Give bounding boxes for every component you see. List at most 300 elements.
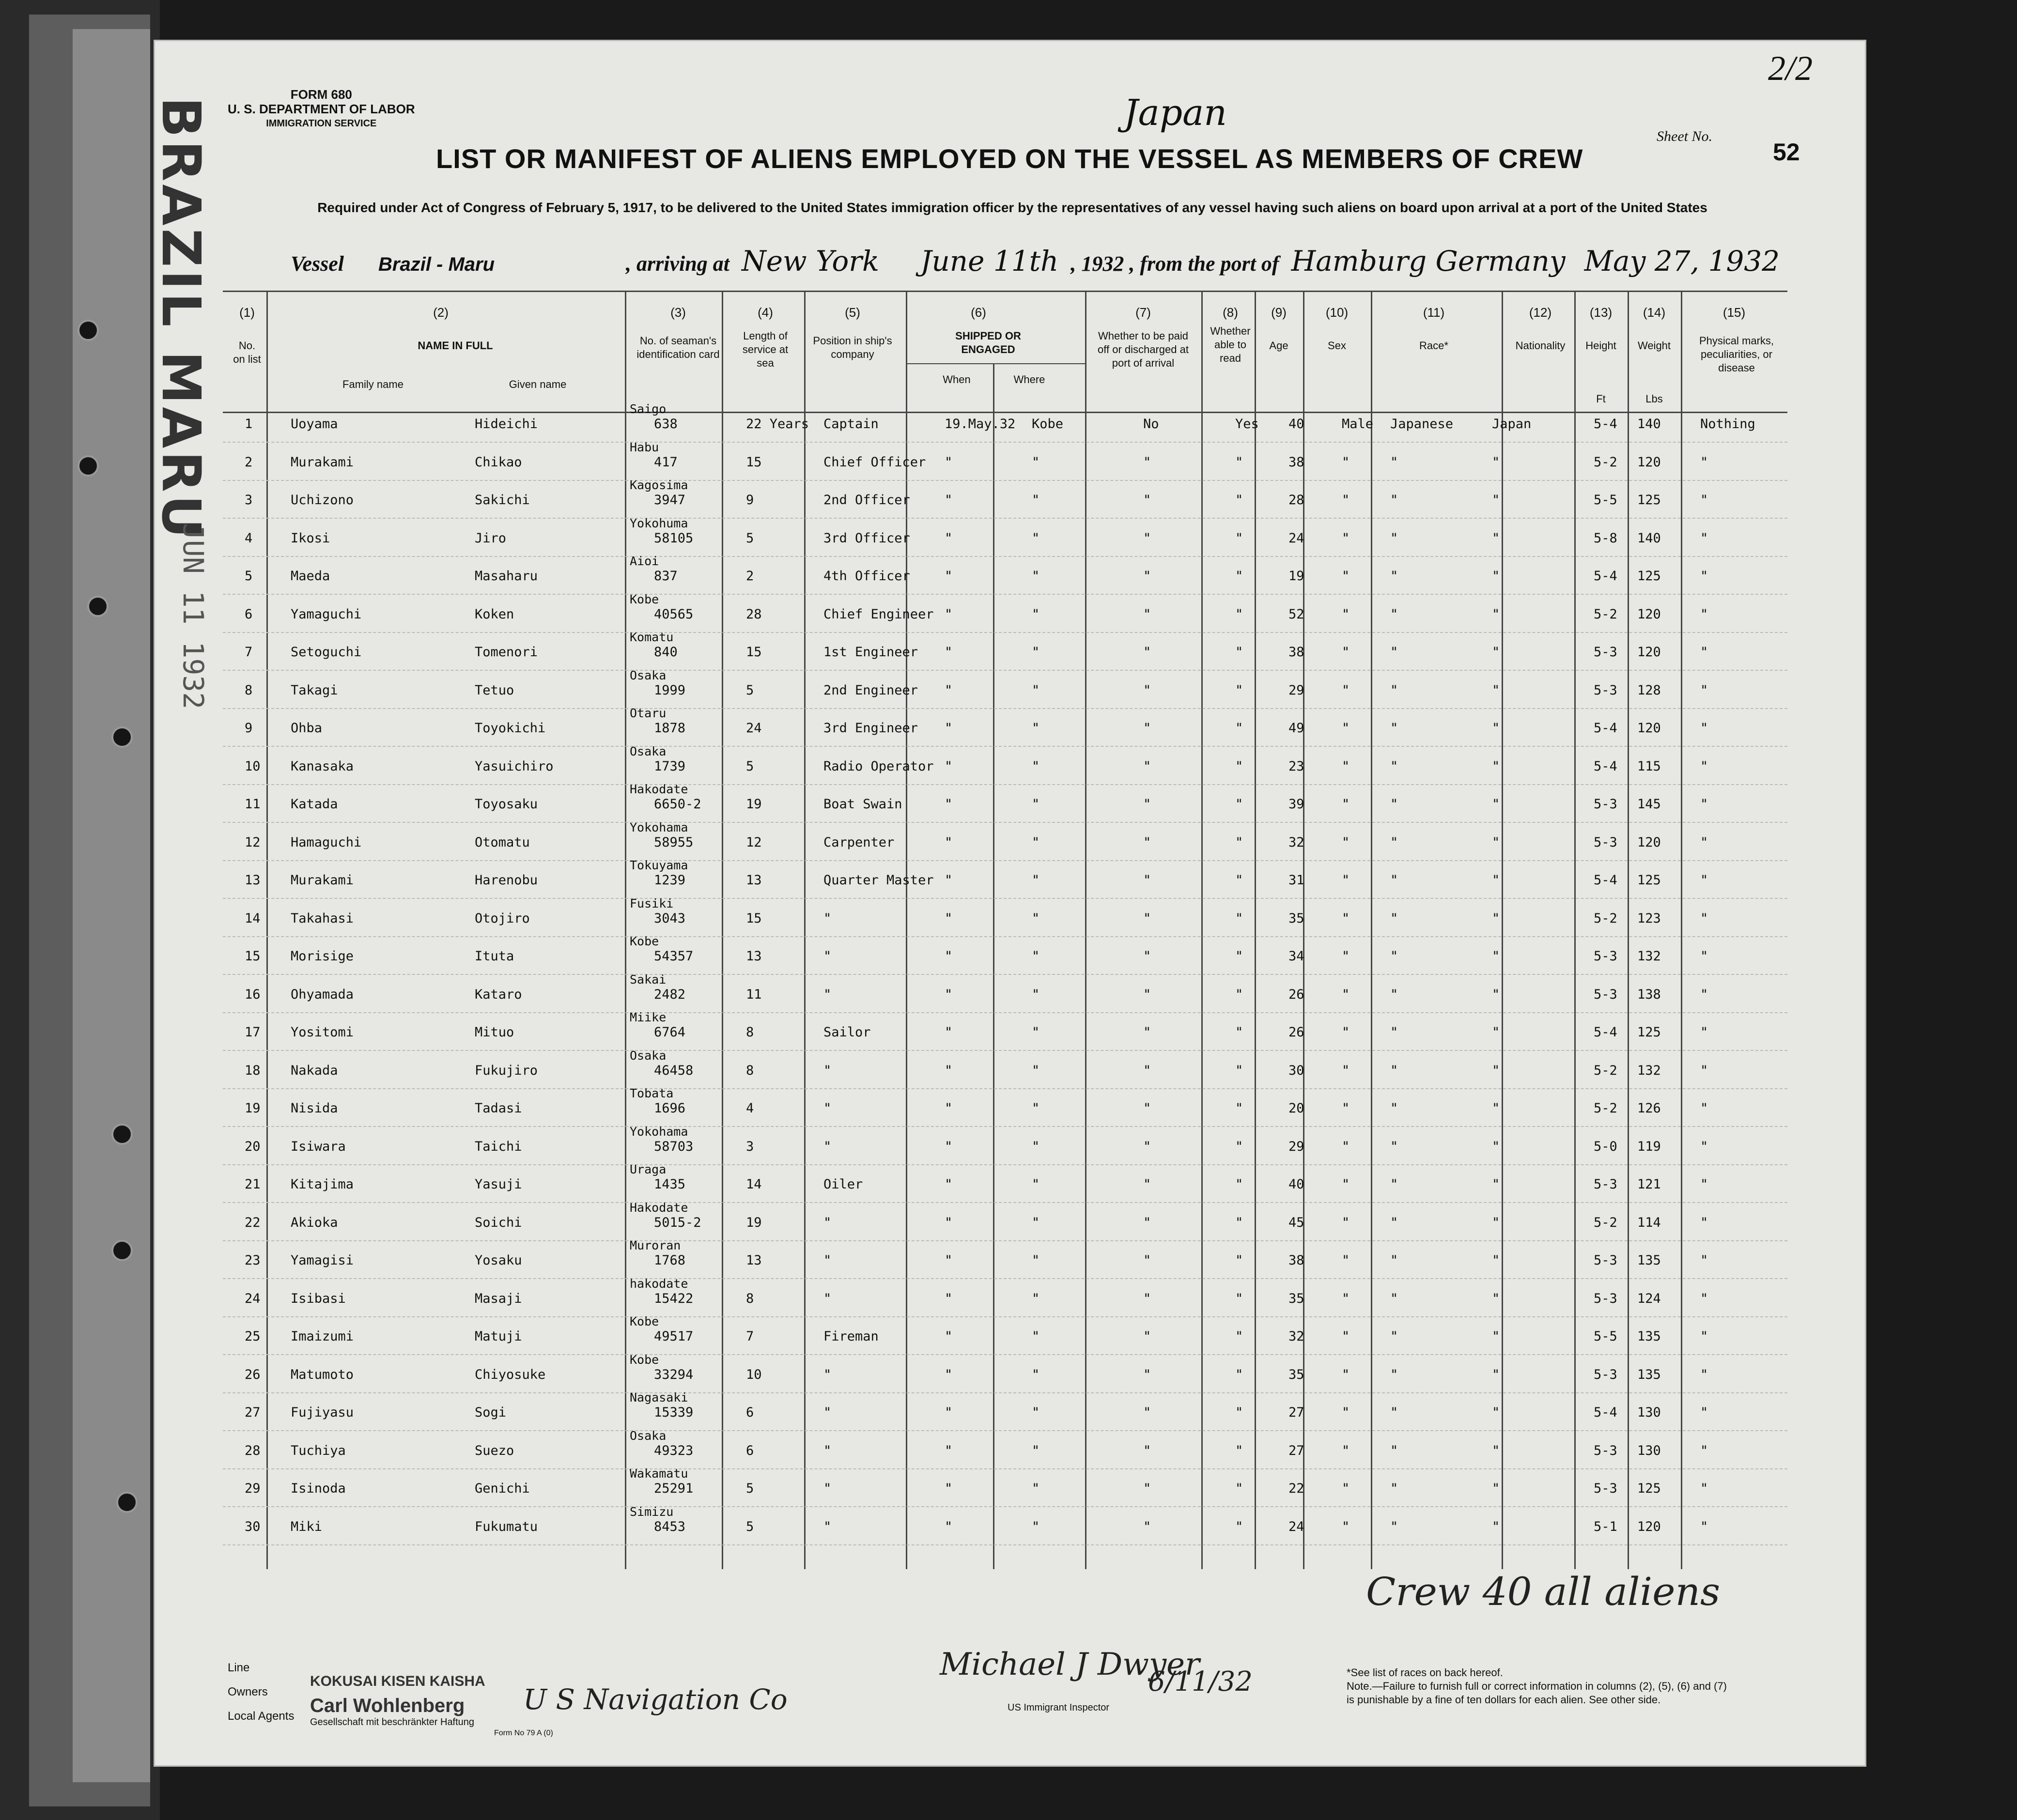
owners-label: Owners — [228, 1685, 268, 1698]
race: " — [1390, 1139, 1398, 1154]
card-port: Osaka — [630, 668, 667, 682]
height: 5-0 — [1594, 1139, 1617, 1154]
physical-marks: " — [1700, 721, 1708, 736]
family-name: Kitajima — [291, 1177, 354, 1192]
nationality: " — [1492, 1329, 1500, 1344]
paid-off: " — [1143, 1139, 1151, 1154]
nationality: " — [1492, 1177, 1500, 1192]
row-rule — [223, 1354, 1787, 1356]
row-number: 4 — [245, 530, 253, 546]
family-name: Imaizumi — [291, 1329, 354, 1344]
shipped-where: " — [1032, 1443, 1040, 1458]
service-length: 12 — [746, 834, 762, 850]
shipped-when: " — [945, 1443, 953, 1458]
able-to-read: " — [1235, 1481, 1243, 1496]
service-length: 11 — [746, 987, 762, 1002]
row-rule — [223, 632, 1787, 634]
age: 35 — [1288, 910, 1304, 926]
shipped-where: " — [1032, 454, 1040, 470]
col9-head: Age — [1269, 339, 1288, 352]
age: 20 — [1288, 1101, 1304, 1116]
able-to-read: " — [1235, 873, 1243, 888]
shipped-when: " — [945, 1253, 953, 1268]
physical-marks: " — [1700, 1519, 1708, 1534]
age: 19 — [1288, 569, 1304, 584]
paid-off: " — [1143, 1025, 1151, 1040]
able-to-read: " — [1235, 721, 1243, 736]
weight: 126 — [1637, 1101, 1661, 1116]
age: 22 — [1288, 1481, 1304, 1496]
binder-hole — [87, 596, 109, 617]
row-rule — [223, 480, 1787, 482]
nationality: " — [1492, 721, 1500, 736]
given-name: Tadasi — [475, 1101, 522, 1116]
agent-stamp: Carl Wohlenberg — [310, 1695, 465, 1716]
paid-off: " — [1143, 530, 1151, 546]
col-rule — [266, 291, 268, 1569]
paid-off: " — [1143, 834, 1151, 850]
shipped-when: " — [945, 1367, 953, 1382]
race: " — [1390, 910, 1398, 926]
row-number: 8 — [245, 682, 253, 698]
family-name: Miki — [291, 1519, 323, 1534]
age: 24 — [1288, 530, 1304, 546]
row-rule — [223, 1278, 1787, 1280]
paid-off: " — [1143, 1291, 1151, 1306]
race: " — [1390, 758, 1398, 774]
family-name: Isibasi — [291, 1291, 346, 1306]
form-number: FORM 680 — [290, 87, 352, 102]
able-to-read: " — [1235, 1215, 1243, 1230]
position: Fireman — [823, 1329, 879, 1344]
card-number: 33294 — [654, 1367, 694, 1382]
nationality: " — [1492, 758, 1500, 774]
physical-marks: " — [1700, 530, 1708, 546]
race: " — [1390, 1025, 1398, 1040]
shipped-when: " — [945, 454, 953, 470]
card-number: 49517 — [654, 1329, 694, 1344]
row-rule — [223, 936, 1787, 938]
age: 52 — [1288, 606, 1304, 622]
card-number: 49323 — [654, 1443, 694, 1458]
card-number: 6764 — [654, 1025, 686, 1040]
row-number: 14 — [245, 910, 261, 926]
weight: 125 — [1637, 1481, 1661, 1496]
col2-num: (2) — [433, 305, 449, 320]
paid-off: " — [1143, 1405, 1151, 1420]
able-to-read: " — [1235, 1519, 1243, 1534]
weight: 120 — [1637, 645, 1661, 660]
position: Carpenter — [823, 834, 895, 850]
shipped-when: " — [945, 987, 953, 1002]
race: " — [1390, 530, 1398, 546]
col-rule — [1574, 291, 1576, 1569]
paid-off: " — [1143, 949, 1151, 964]
position: " — [823, 1443, 832, 1458]
shipped-when: " — [945, 1481, 953, 1496]
binder-hole — [78, 320, 99, 341]
shipped-where: " — [1032, 1519, 1040, 1534]
physical-marks: " — [1700, 1253, 1708, 1268]
shipped-where: " — [1032, 569, 1040, 584]
height: 5-3 — [1594, 949, 1617, 964]
sheet-label: Sheet No. — [1657, 128, 1712, 144]
given-name: Hideichi — [475, 416, 538, 432]
card-number: 58955 — [654, 834, 694, 850]
weight: 125 — [1637, 493, 1661, 508]
family-name: Katada — [291, 797, 338, 812]
physical-marks: " — [1700, 1481, 1708, 1496]
height: 5-2 — [1594, 1215, 1617, 1230]
paid-off: " — [1143, 987, 1151, 1002]
col13-head: Height — [1585, 339, 1616, 352]
able-to-read: " — [1235, 1405, 1243, 1420]
able-to-read: " — [1235, 797, 1243, 812]
card-number: 6650-2 — [654, 797, 701, 812]
given-name: Yasuichiro — [475, 758, 554, 774]
row-number: 1 — [245, 416, 253, 432]
age: 35 — [1288, 1367, 1304, 1382]
given-name: Jiro — [475, 530, 507, 546]
col10-head: Sex — [1328, 339, 1346, 352]
col6-head: SHIPPED OR ENGAGED — [955, 330, 1021, 355]
card-number: 837 — [654, 569, 678, 584]
row-rule — [223, 1392, 1787, 1394]
paid-off: " — [1143, 1443, 1151, 1458]
paid-off: " — [1143, 758, 1151, 774]
col4-num: (4) — [758, 305, 773, 320]
row-number: 18 — [245, 1063, 261, 1078]
race: " — [1390, 797, 1398, 812]
card-number: 58105 — [654, 530, 694, 546]
card-port: Hakodate — [630, 782, 688, 796]
physical-marks: " — [1700, 987, 1708, 1002]
card-port: Kobe — [630, 1352, 659, 1367]
family-name: Morisige — [291, 949, 354, 964]
age: 27 — [1288, 1443, 1304, 1458]
binder-hole — [78, 455, 99, 477]
card-port: Saigo — [630, 402, 667, 416]
col-rule — [625, 291, 626, 1569]
nationality: " — [1492, 1367, 1500, 1382]
weight: 120 — [1637, 1519, 1661, 1534]
row-number: 6 — [245, 606, 253, 622]
able-to-read: " — [1235, 1177, 1243, 1192]
shipped-when: " — [945, 645, 953, 660]
age: 32 — [1288, 1329, 1304, 1344]
race: " — [1390, 1101, 1398, 1116]
shipped-when: " — [945, 569, 953, 584]
sex: " — [1342, 1063, 1350, 1078]
family-name: Nisida — [291, 1101, 338, 1116]
given-name: Yosaku — [475, 1253, 522, 1268]
nationality: " — [1492, 873, 1500, 888]
given-name: Mituo — [475, 1025, 514, 1040]
service-length: 5 — [746, 1519, 754, 1534]
age: 24 — [1288, 1519, 1304, 1534]
row-rule — [223, 442, 1787, 444]
col-rule — [722, 291, 723, 1569]
nationality: " — [1492, 1101, 1500, 1116]
nationality: " — [1492, 606, 1500, 622]
shipped-when: " — [945, 1519, 953, 1534]
service-length: 15 — [746, 645, 762, 660]
position: Chief Officer — [823, 454, 926, 470]
physical-marks: " — [1700, 569, 1708, 584]
crew-note: Crew 40 all aliens — [1366, 1569, 1721, 1614]
paid-off: " — [1143, 1329, 1151, 1344]
paid-off: " — [1143, 682, 1151, 698]
row-rule — [223, 518, 1787, 520]
inspector-date: 6/11/32 — [1148, 1666, 1253, 1697]
shipped-when: " — [945, 530, 953, 546]
shipped-when: " — [945, 1215, 953, 1230]
able-to-read: " — [1235, 1139, 1243, 1154]
card-port: Yokohama — [630, 820, 688, 834]
sex: " — [1342, 1481, 1350, 1496]
height: 5-4 — [1594, 873, 1617, 888]
shipped-where: " — [1032, 493, 1040, 508]
given-name: Tomenori — [475, 645, 538, 660]
family-name: Isinoda — [291, 1481, 346, 1496]
row-number: 28 — [245, 1443, 261, 1458]
physical-marks: " — [1700, 493, 1708, 508]
row-rule — [223, 1202, 1787, 1204]
family-name: Ohyamada — [291, 987, 354, 1002]
family-name: Murakami — [291, 873, 354, 888]
inspector-title: US Immigrant Inspector — [1008, 1702, 1110, 1713]
physical-marks: " — [1700, 1139, 1708, 1154]
shipped-when: " — [945, 1025, 953, 1040]
shipped-when: " — [945, 1063, 953, 1078]
row-rule — [223, 746, 1787, 748]
table-top-rule — [223, 291, 1787, 292]
weight: 121 — [1637, 1177, 1661, 1192]
row-number: 30 — [245, 1519, 261, 1534]
able-to-read: " — [1235, 1101, 1243, 1116]
sex: " — [1342, 1443, 1350, 1458]
card-number: 58703 — [654, 1139, 694, 1154]
age: 38 — [1288, 1253, 1304, 1268]
paid-off: " — [1143, 1063, 1151, 1078]
sex: " — [1342, 1101, 1350, 1116]
nationality: " — [1492, 493, 1500, 508]
sex: " — [1342, 1405, 1350, 1420]
col6-when: When — [943, 373, 971, 386]
card-number: 3947 — [654, 493, 686, 508]
card-number: 1739 — [654, 758, 686, 774]
sheet-handwritten: 2/2 — [1768, 49, 1813, 88]
col3-head: No. of seaman's identification card — [636, 335, 720, 360]
service-length: 13 — [746, 949, 762, 964]
sex: " — [1342, 645, 1350, 660]
row-rule — [223, 1316, 1787, 1318]
sex: " — [1342, 1139, 1350, 1154]
col15-num: (15) — [1722, 305, 1746, 320]
nationality: " — [1492, 454, 1500, 470]
col5-head: Position in ship's company — [813, 335, 892, 360]
paid-off: " — [1143, 454, 1151, 470]
nationality: Japan — [1492, 416, 1532, 432]
height: 5-3 — [1594, 1443, 1617, 1458]
nationality: " — [1492, 569, 1500, 584]
shipped-where: " — [1032, 797, 1040, 812]
weight: 128 — [1637, 682, 1661, 698]
card-port: Uraga — [630, 1162, 667, 1176]
weight: 120 — [1637, 834, 1661, 850]
given-name: Tetuo — [475, 682, 514, 698]
position: " — [823, 1253, 832, 1268]
shipped-where: " — [1032, 987, 1040, 1002]
nationality: " — [1492, 645, 1500, 660]
age: 45 — [1288, 1215, 1304, 1230]
row-number: 22 — [245, 1215, 261, 1230]
age: 39 — [1288, 797, 1304, 812]
shipped-when: " — [945, 493, 953, 508]
physical-marks: " — [1700, 606, 1708, 622]
age: 38 — [1288, 454, 1304, 470]
service-length: 14 — [746, 1177, 762, 1192]
row-number: 12 — [245, 834, 261, 850]
weight: 119 — [1637, 1139, 1661, 1154]
position: 4th Officer — [823, 569, 910, 584]
card-port: Tobata — [630, 1086, 674, 1100]
service-length: 15 — [746, 454, 762, 470]
able-to-read: " — [1235, 910, 1243, 926]
able-to-read: " — [1235, 1329, 1243, 1344]
given-name: Suezo — [475, 1443, 514, 1458]
nationality: " — [1492, 1443, 1500, 1458]
race: Japanese — [1390, 416, 1454, 432]
physical-marks: " — [1700, 1101, 1708, 1116]
given-name: Ituta — [475, 949, 514, 964]
given-name: Otojiro — [475, 910, 530, 926]
race: " — [1390, 569, 1398, 584]
nationality: " — [1492, 987, 1500, 1002]
physical-marks: Nothing — [1700, 416, 1755, 432]
sex: " — [1342, 1519, 1350, 1534]
weight: 145 — [1637, 797, 1661, 812]
shipped-when: " — [945, 1101, 953, 1116]
row-rule — [223, 708, 1787, 710]
sex: " — [1342, 987, 1350, 1002]
height: 5-4 — [1594, 416, 1617, 432]
card-number: 1768 — [654, 1253, 686, 1268]
shipped-when: " — [945, 721, 953, 736]
position: Boat Swain — [823, 797, 902, 812]
row-rule — [223, 1468, 1787, 1470]
col8-head: Whether able to read — [1210, 325, 1251, 364]
shipped-where: " — [1032, 758, 1040, 774]
position: " — [823, 987, 832, 1002]
family-name: Uoyama — [291, 416, 338, 432]
col-rule — [1085, 291, 1086, 1569]
position: " — [823, 1063, 832, 1078]
nationality: " — [1492, 1519, 1500, 1534]
side-stamp-vessel: BRAZIL MARU — [150, 97, 212, 541]
row-number: 29 — [245, 1481, 261, 1496]
physical-marks: " — [1700, 682, 1708, 698]
paid-off: " — [1143, 1481, 1151, 1496]
nationality: " — [1492, 910, 1500, 926]
shipped-when: " — [945, 949, 953, 964]
given-name: Fukujiro — [475, 1063, 538, 1078]
col-rule — [1628, 291, 1629, 1569]
card-port: Muroran — [630, 1238, 681, 1252]
height: 5-8 — [1594, 530, 1617, 546]
race: " — [1390, 1481, 1398, 1496]
row-number: 26 — [245, 1367, 261, 1382]
row-number: 23 — [245, 1253, 261, 1268]
able-to-read: " — [1235, 1291, 1243, 1306]
card-number: 25291 — [654, 1481, 694, 1496]
height: 5-2 — [1594, 454, 1617, 470]
shipped-when: " — [945, 758, 953, 774]
weight: 114 — [1637, 1215, 1661, 1230]
height: 5-2 — [1594, 1063, 1617, 1078]
sex: Male — [1342, 416, 1374, 432]
sex: " — [1342, 606, 1350, 622]
card-port: Otaru — [630, 706, 667, 720]
age: 40 — [1288, 1177, 1304, 1192]
family-name: Isiwara — [291, 1139, 346, 1154]
physical-marks: " — [1700, 1367, 1708, 1382]
able-to-read: " — [1235, 1443, 1243, 1458]
service-length: 6 — [746, 1405, 754, 1420]
card-port: Aioi — [630, 554, 659, 568]
row-rule — [223, 1506, 1787, 1508]
service-length: 28 — [746, 606, 762, 622]
service-length: 9 — [746, 493, 754, 508]
sex: " — [1342, 682, 1350, 698]
shipped-subrule — [906, 363, 1085, 364]
physical-marks: " — [1700, 1329, 1708, 1344]
service: IMMIGRATION SERVICE — [266, 118, 377, 129]
able-to-read: " — [1235, 987, 1243, 1002]
given-name: Koken — [475, 606, 514, 622]
weight: 135 — [1637, 1329, 1661, 1344]
able-to-read: " — [1235, 834, 1243, 850]
position: 2nd Engineer — [823, 682, 918, 698]
physical-marks: " — [1700, 758, 1708, 774]
shipped-when: " — [945, 1329, 953, 1344]
weight: 132 — [1637, 949, 1661, 964]
position: 3rd Officer — [823, 530, 910, 546]
row-number: 21 — [245, 1177, 261, 1192]
family-name: Kanasaka — [291, 758, 354, 774]
row-number: 3 — [245, 493, 253, 508]
service-length: 10 — [746, 1367, 762, 1382]
height: 5-4 — [1594, 569, 1617, 584]
paid-off: " — [1143, 569, 1151, 584]
shipped-where: " — [1032, 1025, 1040, 1040]
sex: " — [1342, 721, 1350, 736]
row-number: 27 — [245, 1405, 261, 1420]
arriving-label: , arriving at — [626, 252, 729, 276]
able-to-read: " — [1235, 682, 1243, 698]
card-port: Yokohama — [630, 1124, 688, 1139]
row-rule — [223, 1050, 1787, 1052]
age: 26 — [1288, 987, 1304, 1002]
race: " — [1390, 721, 1398, 736]
arriving-port: New York — [741, 245, 880, 278]
given-name: Otomatu — [475, 834, 530, 850]
nationality: " — [1492, 1215, 1500, 1230]
service-length: 13 — [746, 873, 762, 888]
card-number: 15422 — [654, 1291, 694, 1306]
age: 49 — [1288, 721, 1304, 736]
card-number: 840 — [654, 645, 678, 660]
